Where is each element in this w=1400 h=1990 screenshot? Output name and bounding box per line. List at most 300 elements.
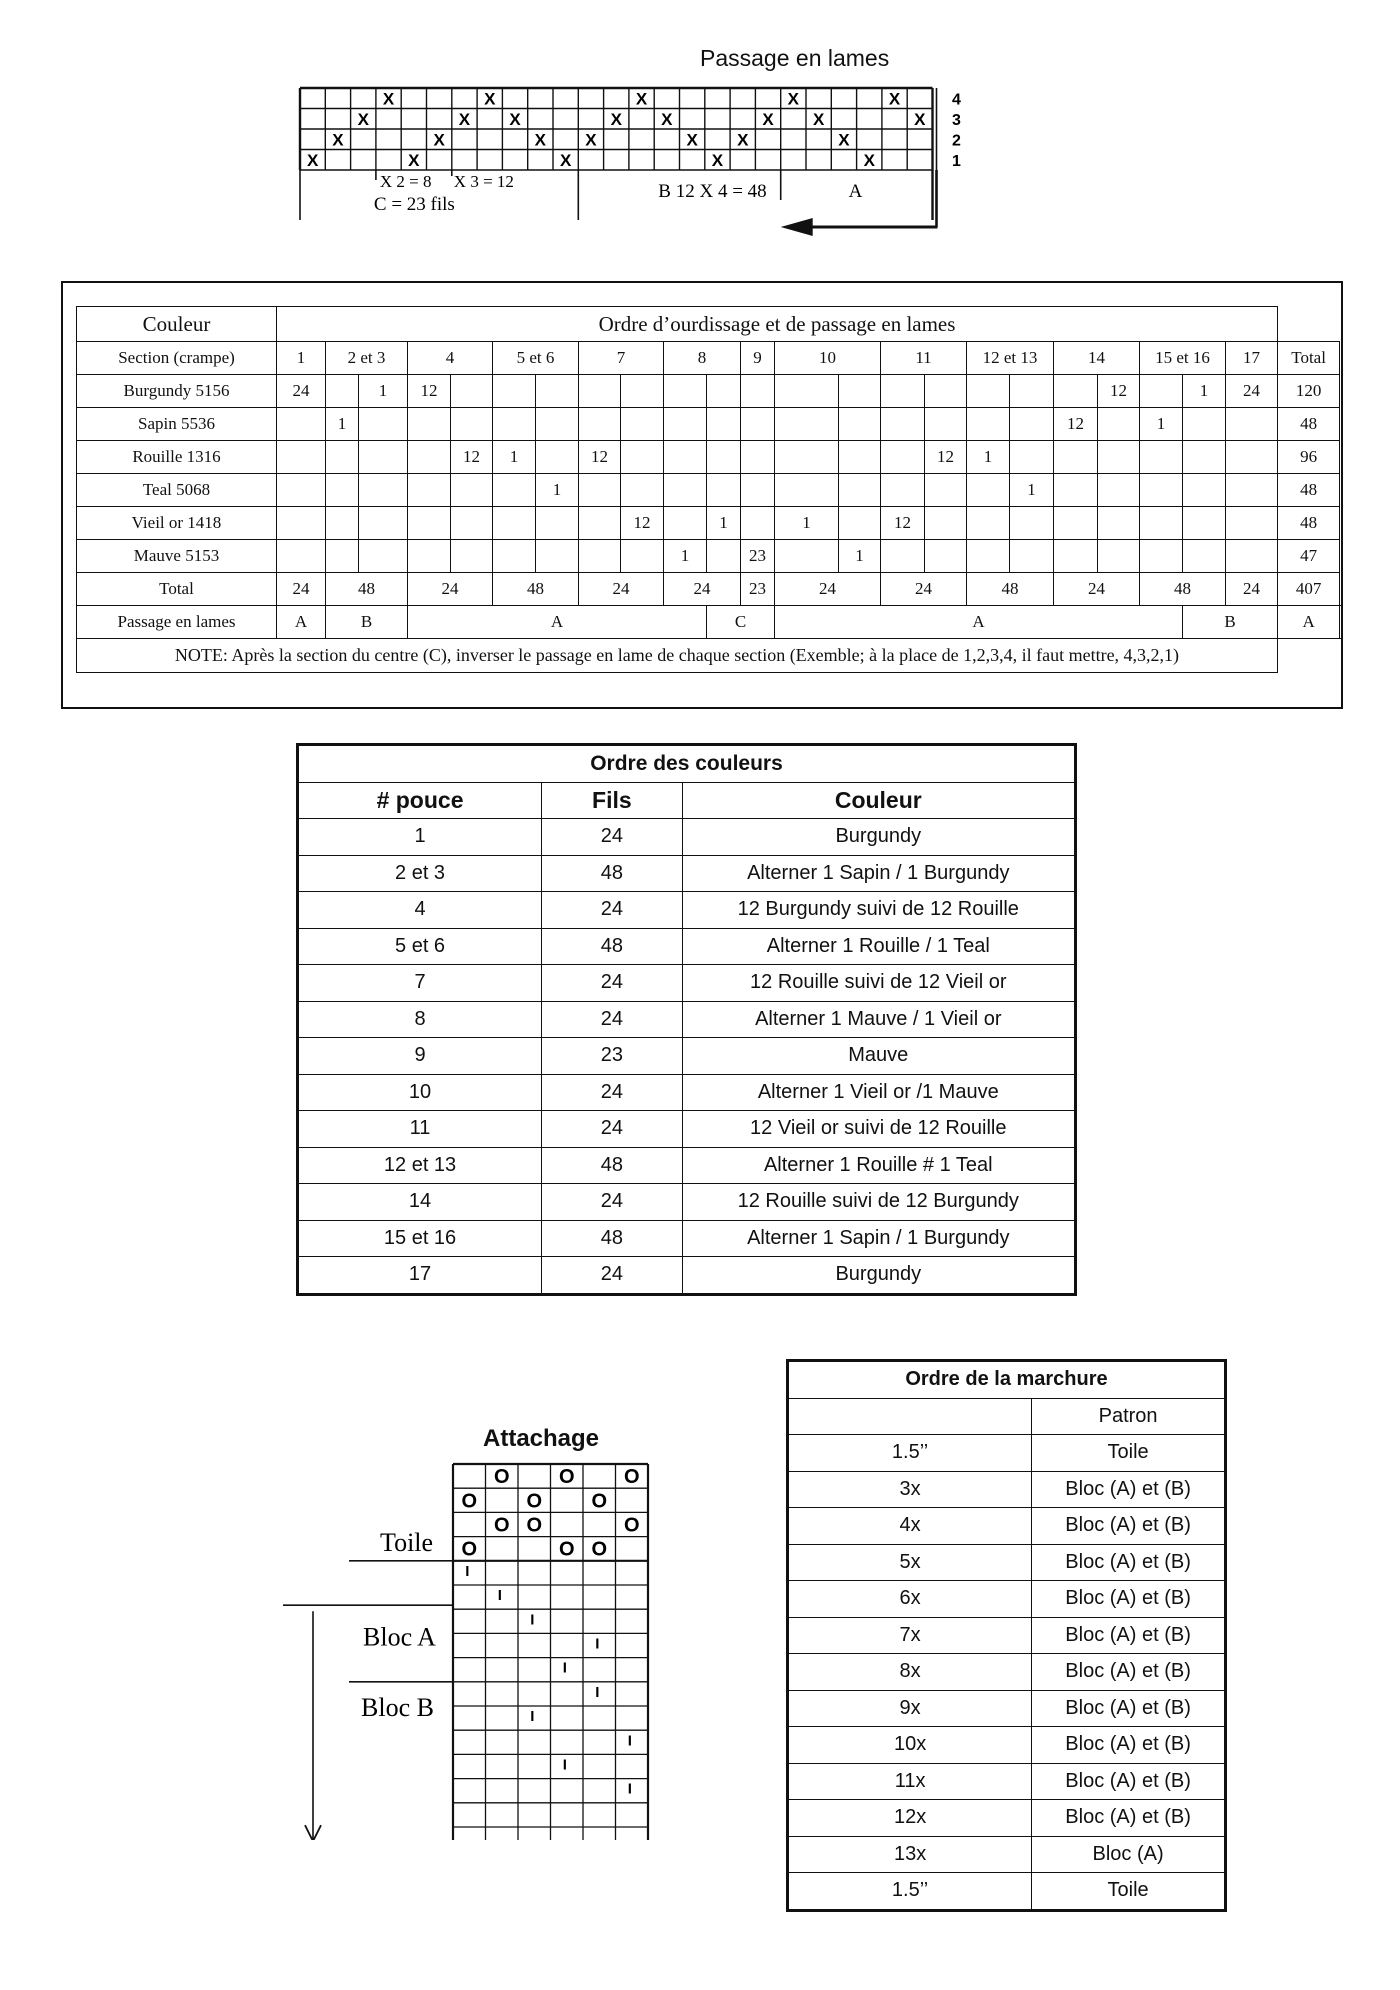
- count-cell: 12: [451, 441, 493, 474]
- col-header-pouce: # pouce: [298, 782, 542, 819]
- passage-value: C: [707, 606, 775, 639]
- table-row: [788, 1690, 1226, 1727]
- fils-cell: 24: [542, 1111, 682, 1148]
- tread-mark: I: [627, 1732, 632, 1750]
- table-row: [298, 855, 1076, 892]
- repeat-cell: 13x: [788, 1836, 1032, 1873]
- tread-mark: I: [627, 1780, 632, 1798]
- passage-value: B: [326, 606, 408, 639]
- section-total: 48: [326, 573, 408, 606]
- pouce-cell: 14: [298, 1184, 542, 1221]
- color-name: Teal 5068: [77, 474, 277, 507]
- couleur-cell: 12 Rouille suivi de 12 Burgundy: [682, 1184, 1075, 1221]
- count-cell: [536, 441, 579, 474]
- count-cell: [1054, 375, 1098, 408]
- count-cell: [707, 540, 741, 573]
- count-cell: 1: [359, 375, 408, 408]
- thread-mark: X: [559, 150, 572, 170]
- count-cell: [664, 507, 707, 540]
- tread-mark: I: [562, 1659, 567, 1677]
- count-cell: [925, 540, 967, 573]
- count-cell: [493, 540, 536, 573]
- row-total: 96: [1278, 441, 1340, 474]
- section-header: 8: [664, 342, 741, 375]
- pouce-cell: 9: [298, 1038, 542, 1075]
- count-cell: [1098, 441, 1140, 474]
- count-cell: [621, 474, 664, 507]
- count-cell: [1010, 408, 1054, 441]
- thread-mark: X: [382, 89, 395, 109]
- pouce-cell: 15 et 16: [298, 1220, 542, 1257]
- warping-table: [76, 306, 1342, 673]
- thread-mark: X: [635, 89, 648, 109]
- count-cell: [277, 441, 326, 474]
- tie-mark: O: [526, 1514, 543, 1537]
- thread-mark: X: [357, 109, 369, 129]
- treadling-order-table: [786, 1359, 1227, 1912]
- thread-mark: X: [661, 109, 673, 129]
- repeat-cell: 8x: [788, 1654, 1032, 1691]
- table-row: [298, 1074, 1076, 1111]
- color-name: Mauve 5153: [77, 540, 277, 573]
- header-couleur: Couleur: [77, 307, 277, 342]
- count-cell: [925, 408, 967, 441]
- table-row: [788, 1617, 1226, 1654]
- table-row: [298, 819, 1076, 856]
- fils-cell: 24: [542, 819, 682, 856]
- count-cell: [451, 540, 493, 573]
- count-cell: [839, 441, 881, 474]
- pouce-cell: 2 et 3: [298, 855, 542, 892]
- count-cell: [451, 408, 493, 441]
- count-cell: 12: [881, 507, 925, 540]
- thread-mark: X: [888, 89, 901, 109]
- tie-mark: O: [493, 1514, 510, 1537]
- count-cell: [536, 408, 579, 441]
- count-cell: 12: [621, 507, 664, 540]
- pouce-cell: 17: [298, 1257, 542, 1295]
- count-cell: [1226, 474, 1278, 507]
- repeat-cell: 5x: [788, 1544, 1032, 1581]
- threading-grid: [300, 88, 937, 170]
- count-cell: 24: [1226, 375, 1278, 408]
- count-cell: [1226, 408, 1278, 441]
- count-cell: [1226, 507, 1278, 540]
- count-cell: [1010, 441, 1054, 474]
- tie-mark: O: [526, 1490, 543, 1513]
- table-row: [788, 1581, 1226, 1618]
- pattern-cell: Toile: [1032, 1435, 1226, 1472]
- couleur-cell: Alterner 1 Rouille # 1 Teal: [682, 1147, 1075, 1184]
- section-total: 48: [493, 573, 579, 606]
- count-cell: [277, 507, 326, 540]
- thread-mark: X: [458, 109, 471, 129]
- fils-cell: 48: [542, 855, 682, 892]
- count-cell: [967, 474, 1010, 507]
- table-row: [298, 965, 1076, 1002]
- count-cell: 1: [1010, 474, 1054, 507]
- count-cell: [1183, 408, 1226, 441]
- table-row: [788, 1435, 1226, 1472]
- count-cell: [1226, 540, 1278, 573]
- count-cell: [741, 375, 775, 408]
- count-cell: [1054, 474, 1098, 507]
- pattern-cell: Bloc (A) et (B): [1032, 1690, 1226, 1727]
- count-cell: 1: [1140, 408, 1183, 441]
- section-total: 24: [1226, 573, 1278, 606]
- fils-cell: 24: [542, 965, 682, 1002]
- count-cell: [664, 375, 707, 408]
- count-cell: [741, 408, 775, 441]
- count-cell: 1: [664, 540, 707, 573]
- fils-cell: 48: [542, 1220, 682, 1257]
- repeat-cell: 11x: [788, 1763, 1032, 1800]
- tread-mark: I: [595, 1635, 600, 1653]
- table-row: [788, 1873, 1226, 1911]
- label-c: C = 23 fils: [373, 194, 455, 215]
- count-cell: [1054, 540, 1098, 573]
- count-cell: 23: [741, 540, 775, 573]
- count-cell: [881, 375, 925, 408]
- table-row: [788, 1544, 1226, 1581]
- count-cell: 1: [536, 474, 579, 507]
- count-cell: [493, 507, 536, 540]
- count-cell: [775, 540, 839, 573]
- pattern-cell: Bloc (A) et (B): [1032, 1581, 1226, 1618]
- treadling-header-blank: [788, 1398, 1032, 1435]
- count-cell: [1010, 540, 1054, 573]
- tread-mark: I: [562, 1756, 567, 1774]
- count-cell: [536, 507, 579, 540]
- pouce-cell: 1: [298, 819, 542, 856]
- passage-value: A: [408, 606, 707, 639]
- count-cell: [1226, 441, 1278, 474]
- count-cell: [493, 375, 536, 408]
- repeat-cell: 7x: [788, 1617, 1032, 1654]
- fils-cell: 24: [542, 1257, 682, 1295]
- count-cell: [1140, 441, 1183, 474]
- fils-cell: 24: [542, 892, 682, 929]
- table-row: [298, 928, 1076, 965]
- count-cell: 12: [408, 375, 451, 408]
- count-cell: [664, 474, 707, 507]
- pouce-cell: 10: [298, 1074, 542, 1111]
- thread-mark: X: [838, 130, 850, 150]
- row-total: 47: [1278, 540, 1340, 573]
- pouce-cell: 7: [298, 965, 542, 1002]
- section-total: 24: [1054, 573, 1140, 606]
- count-cell: [621, 540, 664, 573]
- section-header: 1: [277, 342, 326, 375]
- treadling-header-patron: Patron: [1032, 1398, 1226, 1435]
- count-cell: [925, 507, 967, 540]
- count-cell: [408, 540, 451, 573]
- count-cell: [1183, 540, 1226, 573]
- count-cell: [277, 408, 326, 441]
- count-cell: [967, 540, 1010, 573]
- tie-mark: O: [591, 1538, 608, 1561]
- count-cell: [621, 375, 664, 408]
- label-bloc-a: Bloc A: [363, 1622, 436, 1652]
- fils-cell: 23: [542, 1038, 682, 1075]
- table-row: [788, 1836, 1226, 1873]
- count-cell: [925, 474, 967, 507]
- count-cell: [707, 474, 741, 507]
- table-row: [298, 1147, 1076, 1184]
- count-cell: [925, 375, 967, 408]
- count-cell: [408, 474, 451, 507]
- count-cell: 1: [493, 441, 536, 474]
- label-toile: Toile: [380, 1527, 434, 1557]
- count-cell: [1098, 408, 1140, 441]
- color-name: Sapin 5536: [77, 408, 277, 441]
- thread-mark: X: [534, 130, 547, 150]
- shaft-label: 2: [952, 132, 961, 150]
- count-cell: [359, 441, 408, 474]
- section-total: 24: [775, 573, 881, 606]
- pattern-cell: Bloc (A): [1032, 1836, 1226, 1873]
- pattern-cell: Bloc (A) et (B): [1032, 1544, 1226, 1581]
- count-cell: [1183, 441, 1226, 474]
- pattern-cell: Toile: [1032, 1873, 1226, 1911]
- count-cell: [536, 540, 579, 573]
- count-cell: [277, 474, 326, 507]
- couleur-cell: 12 Rouille suivi de 12 Vieil or: [682, 965, 1075, 1002]
- tie-mark: O: [461, 1538, 478, 1561]
- table-row: [788, 1471, 1226, 1508]
- couleur-cell: 12 Vieil or suivi de 12 Rouille: [682, 1111, 1075, 1148]
- tie-mark: O: [493, 1466, 510, 1489]
- tread-mark: I: [497, 1587, 502, 1605]
- count-cell: [775, 441, 839, 474]
- color-name: Vieil or 1418: [77, 507, 277, 540]
- label-bloc-b: Bloc B: [361, 1693, 434, 1722]
- shaft-label: 1: [952, 152, 961, 170]
- thread-mark: X: [610, 109, 622, 129]
- thread-mark: X: [509, 109, 521, 129]
- count-cell: [707, 375, 741, 408]
- count-cell: [741, 507, 775, 540]
- couleur-cell: Alterner 1 Sapin / 1 Burgundy: [682, 855, 1075, 892]
- table-row: [298, 1038, 1076, 1075]
- count-cell: [1140, 375, 1183, 408]
- pattern-cell: Bloc (A) et (B): [1032, 1508, 1226, 1545]
- count-cell: [707, 408, 741, 441]
- section-header: 17: [1226, 342, 1278, 375]
- count-cell: [408, 408, 451, 441]
- count-cell: [359, 507, 408, 540]
- count-cell: [359, 408, 408, 441]
- tie-mark: O: [591, 1490, 608, 1513]
- count-cell: [839, 408, 881, 441]
- color-name: Rouille 1316: [77, 441, 277, 474]
- count-cell: [664, 441, 707, 474]
- count-cell: [326, 375, 359, 408]
- count-cell: [1054, 441, 1098, 474]
- table-row: [298, 1220, 1076, 1257]
- count-cell: [579, 375, 621, 408]
- passage-title: Passage en lames: [700, 45, 890, 71]
- count-cell: [741, 441, 775, 474]
- section-total: 24: [408, 573, 493, 606]
- tieup-treadling-draft: [280, 1460, 660, 1840]
- count-cell: [536, 375, 579, 408]
- color-order-table: [296, 743, 1077, 1296]
- section-total: 48: [967, 573, 1054, 606]
- shaft-label: 3: [952, 111, 961, 129]
- section-total: 24: [579, 573, 664, 606]
- table-row: [298, 892, 1076, 929]
- count-cell: [1010, 507, 1054, 540]
- row-total: 48: [1278, 507, 1340, 540]
- section-header: 11: [881, 342, 967, 375]
- table-row: [298, 1001, 1076, 1038]
- count-cell: 1: [326, 408, 359, 441]
- count-cell: [359, 540, 408, 573]
- count-cell: [1183, 507, 1226, 540]
- label-x3: X 3 = 12: [453, 172, 514, 191]
- section-total: 24: [277, 573, 326, 606]
- thread-mark: X: [812, 109, 825, 129]
- thread-mark: X: [787, 89, 800, 109]
- table-row: [298, 1184, 1076, 1221]
- fils-cell: 24: [542, 1074, 682, 1111]
- repeat-cell: 3x: [788, 1471, 1032, 1508]
- passage-value: B: [1183, 606, 1278, 639]
- color-name: Burgundy 5156: [77, 375, 277, 408]
- passage-value: A: [277, 606, 326, 639]
- header-ordre: Ordre d’ourdissage et de passage en lames: [277, 307, 1278, 342]
- count-cell: 1: [1183, 375, 1226, 408]
- couleur-cell: Alterner 1 Sapin / 1 Burgundy: [682, 1220, 1075, 1257]
- count-cell: [839, 375, 881, 408]
- row-total: 48: [1278, 408, 1340, 441]
- count-cell: [1054, 507, 1098, 540]
- count-cell: [775, 474, 839, 507]
- count-cell: [881, 441, 925, 474]
- count-cell: [775, 375, 839, 408]
- section-header: 15 et 16: [1140, 342, 1226, 375]
- passage-blank: [1340, 606, 1342, 639]
- count-cell: [579, 507, 621, 540]
- section-total: 24: [664, 573, 741, 606]
- thread-mark: X: [762, 109, 774, 129]
- treadling-order-title: Ordre de la marchure: [788, 1361, 1226, 1399]
- tread-mark: I: [530, 1708, 535, 1726]
- pouce-cell: 5 et 6: [298, 928, 542, 965]
- fils-cell: 48: [542, 1147, 682, 1184]
- pattern-cell: Bloc (A) et (B): [1032, 1471, 1226, 1508]
- count-cell: 12: [579, 441, 621, 474]
- count-cell: 1: [707, 507, 741, 540]
- count-cell: [621, 408, 664, 441]
- section-header: 2 et 3: [326, 342, 408, 375]
- count-cell: [451, 507, 493, 540]
- table-row: [788, 1727, 1226, 1764]
- tieup-title: Attachage: [483, 1425, 600, 1452]
- count-cell: [408, 507, 451, 540]
- count-cell: [1010, 375, 1054, 408]
- count-cell: [326, 540, 359, 573]
- col-header-fils: Fils: [542, 782, 682, 819]
- label-a: A: [848, 181, 863, 202]
- count-cell: [579, 540, 621, 573]
- count-cell: [1098, 474, 1140, 507]
- passage-value: A: [775, 606, 1183, 639]
- pouce-cell: 11: [298, 1111, 542, 1148]
- color-order-title: Ordre des couleurs: [298, 745, 1076, 783]
- count-cell: 1: [775, 507, 839, 540]
- count-cell: [1098, 540, 1140, 573]
- count-cell: [326, 441, 359, 474]
- count-cell: [451, 474, 493, 507]
- table-row: [298, 1111, 1076, 1148]
- section-header: 4: [408, 342, 493, 375]
- count-cell: 1: [839, 540, 881, 573]
- tread-mark: I: [530, 1611, 535, 1629]
- couleur-cell: Mauve: [682, 1038, 1075, 1075]
- thread-mark: X: [686, 130, 698, 150]
- section-header: Total: [1278, 342, 1340, 375]
- count-cell: [1140, 474, 1183, 507]
- table-row: [298, 1257, 1076, 1295]
- count-cell: 12: [1098, 375, 1140, 408]
- count-cell: [326, 507, 359, 540]
- count-cell: [579, 474, 621, 507]
- fils-cell: 48: [542, 928, 682, 965]
- count-cell: [967, 408, 1010, 441]
- row-total: 120: [1278, 375, 1340, 408]
- count-cell: [839, 474, 881, 507]
- count-cell: [839, 507, 881, 540]
- section-header: 5 et 6: [493, 342, 579, 375]
- thread-mark: X: [585, 130, 597, 150]
- count-cell: [451, 375, 493, 408]
- count-cell: [664, 408, 707, 441]
- repeat-cell: 9x: [788, 1690, 1032, 1727]
- pouce-cell: 4: [298, 892, 542, 929]
- label-x2: X 2 = 8: [379, 172, 432, 191]
- couleur-cell: Alterner 1 Mauve / 1 Vieil or: [682, 1001, 1075, 1038]
- thread-mark: X: [737, 130, 749, 150]
- section-header: 7: [579, 342, 664, 375]
- tread-mark: I: [465, 1562, 470, 1580]
- pattern-cell: Bloc (A) et (B): [1032, 1763, 1226, 1800]
- section-total: 407: [1278, 573, 1340, 606]
- count-cell: [1183, 474, 1226, 507]
- section-header: 12 et 13: [967, 342, 1054, 375]
- count-cell: [881, 408, 925, 441]
- count-cell: [775, 408, 839, 441]
- pattern-cell: Bloc (A) et (B): [1032, 1800, 1226, 1837]
- thread-mark: X: [332, 130, 344, 150]
- section-header: 9: [741, 342, 775, 375]
- count-cell: [408, 441, 451, 474]
- col-header-couleur: Couleur: [682, 782, 1075, 819]
- thread-mark: X: [306, 150, 319, 170]
- tie-mark: O: [623, 1514, 640, 1537]
- count-cell: [967, 375, 1010, 408]
- warping-table-frame: [61, 281, 1343, 709]
- tie-mark: O: [558, 1538, 575, 1561]
- pattern-cell: Bloc (A) et (B): [1032, 1654, 1226, 1691]
- couleur-cell: Alterner 1 Vieil or /1 Mauve: [682, 1074, 1075, 1111]
- fils-cell: 24: [542, 1001, 682, 1038]
- total-label: Total: [77, 573, 277, 606]
- thread-mark: X: [484, 89, 496, 109]
- arrow-left-icon: [781, 218, 813, 236]
- section-total: 23: [741, 573, 775, 606]
